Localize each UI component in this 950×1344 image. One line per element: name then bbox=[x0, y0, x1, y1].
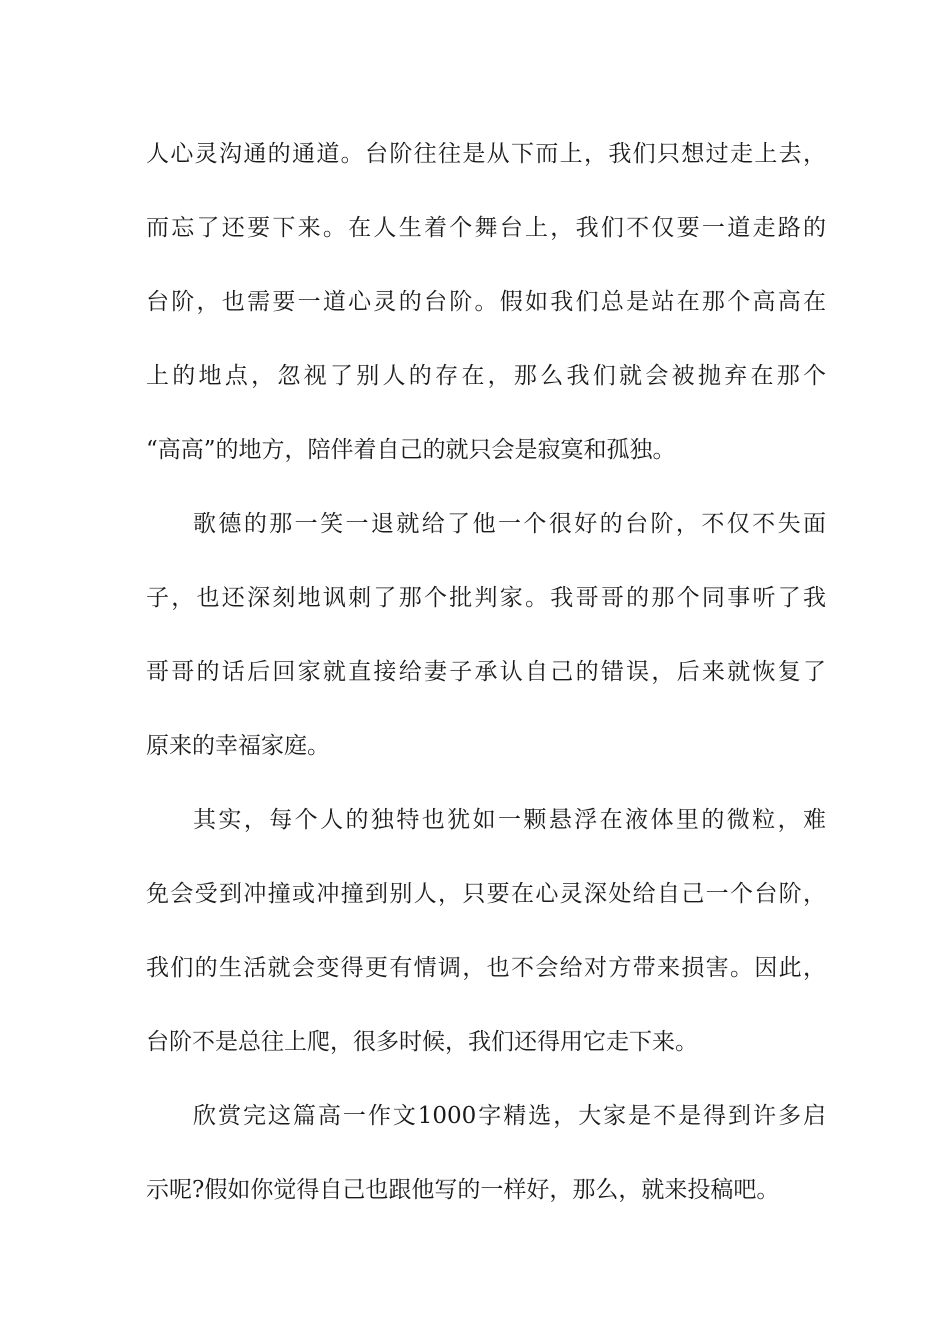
text-line: 示呢?假如你觉得自己也跟他写的一样好，那么，就来投稿吧。 bbox=[146, 1177, 780, 1203]
text-line: 上的地点，忽视了别人的存在，那么我们就会被抛弃在那个 bbox=[146, 363, 826, 389]
paragraph-first-line: 其实，每个人的独特也犹如一颗悬浮在液体里的微粒，难 bbox=[193, 807, 826, 833]
text-line: 台阶，也需要一道心灵的台阶。假如我们总是站在那个高高在 bbox=[146, 289, 826, 315]
text-line: 哥哥的话后回家就直接给妻子承认自己的错误，后来就恢复了 bbox=[146, 659, 826, 685]
text-line: “高高”的地方，陪伴着自己的就只会是寂寞和孤独。 bbox=[146, 437, 676, 463]
body-text bbox=[146, 128, 826, 1238]
paragraph-first-line: 欣赏完这篇高一作文1000字精选，大家是不是得到许多启 bbox=[193, 1103, 826, 1129]
text-line: 原来的幸福家庭。 bbox=[146, 733, 330, 759]
text-line: 而忘了还要下来。在人生着个舞台上，我们不仅要一道走路的 bbox=[146, 215, 826, 241]
paragraph-first-line: 歌德的那一笑一退就给了他一个很好的台阶，不仅不失面 bbox=[193, 511, 826, 537]
text-line: 人心灵沟通的通道。台阶往往是从下而上，我们只想过走上去， bbox=[146, 141, 826, 167]
text-line: 免会受到冲撞或冲撞到别人，只要在心灵深处给自己一个台阶， bbox=[146, 881, 826, 907]
text-line: 子，也还深刻地讽刺了那个批判家。我哥哥的那个同事听了我 bbox=[146, 585, 826, 611]
text-line: 我们的生活就会变得更有情调，也不会给对方带来损害。因此， bbox=[146, 955, 826, 981]
text-line: 台阶不是总往上爬，很多时候，我们还得用它走下来。 bbox=[146, 1029, 698, 1055]
